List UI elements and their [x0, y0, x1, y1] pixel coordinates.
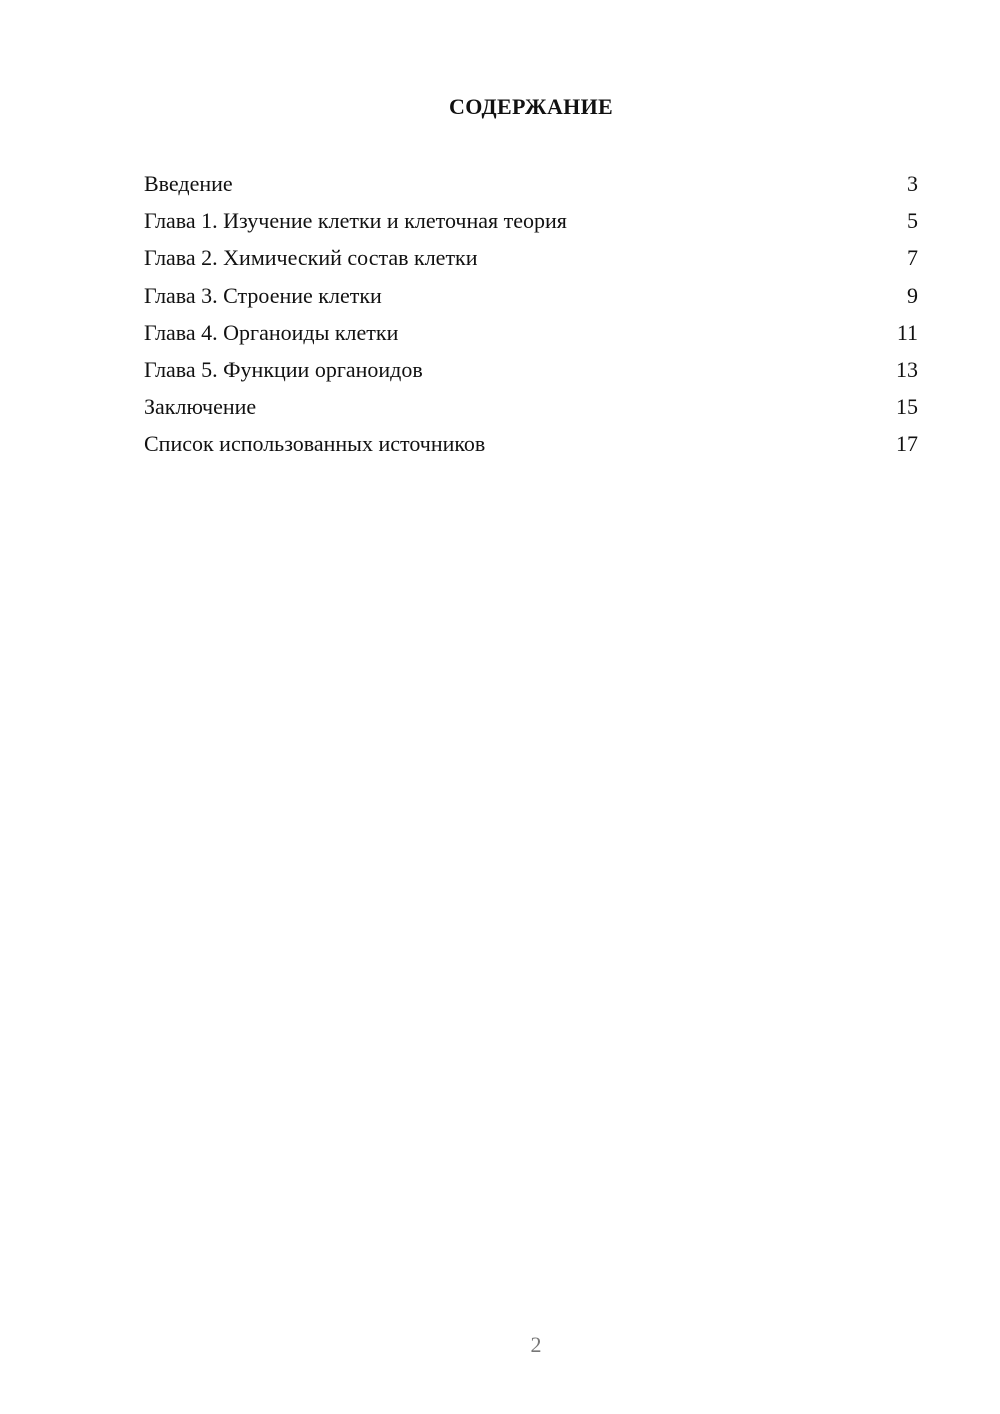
table-of-contents [144, 169, 918, 467]
toc-entry-label: Введение [144, 171, 233, 196]
toc-entry-label: Глава 3. Строение клетки [144, 282, 382, 308]
toc-entry-label: Глава 2. Химический состав клетки [144, 245, 478, 271]
toc-entry-chapter-3 [144, 281, 918, 318]
page-title: СОДЕРЖАНИЕ [449, 94, 613, 119]
toc-entry-page: 15 [896, 394, 918, 420]
toc-entry-chapter-2 [144, 243, 918, 280]
toc-entry-conclusion [144, 392, 918, 429]
toc-entry-label: Список использованных источников [144, 431, 486, 457]
toc-entry-label: Глава 5. Функции органоидов [144, 356, 423, 382]
toc-entry-page: 9 [907, 282, 918, 308]
toc-entry-page: 13 [896, 356, 918, 382]
toc-entry-label: Заключение [144, 394, 257, 420]
toc-entry-page: 17 [896, 431, 918, 457]
toc-entry-page: 7 [907, 245, 918, 271]
toc-entry-chapter-1 [144, 206, 918, 243]
toc-entry-chapter-4 [144, 318, 918, 355]
toc-entry-page: 3 [907, 171, 918, 196]
toc-entry-page: 5 [907, 208, 918, 234]
toc-entry-introduction [144, 169, 918, 206]
toc-entry-references [144, 429, 918, 466]
toc-entry-label: Глава 1. Изучение клетки и клеточная теория [144, 208, 567, 234]
toc-entry-chapter-5 [144, 355, 918, 392]
toc-entry-label: Глава 4. Органоиды клетки [144, 319, 399, 345]
toc-entry-page: 11 [896, 319, 918, 345]
page-number: 2 [530, 1332, 542, 1357]
